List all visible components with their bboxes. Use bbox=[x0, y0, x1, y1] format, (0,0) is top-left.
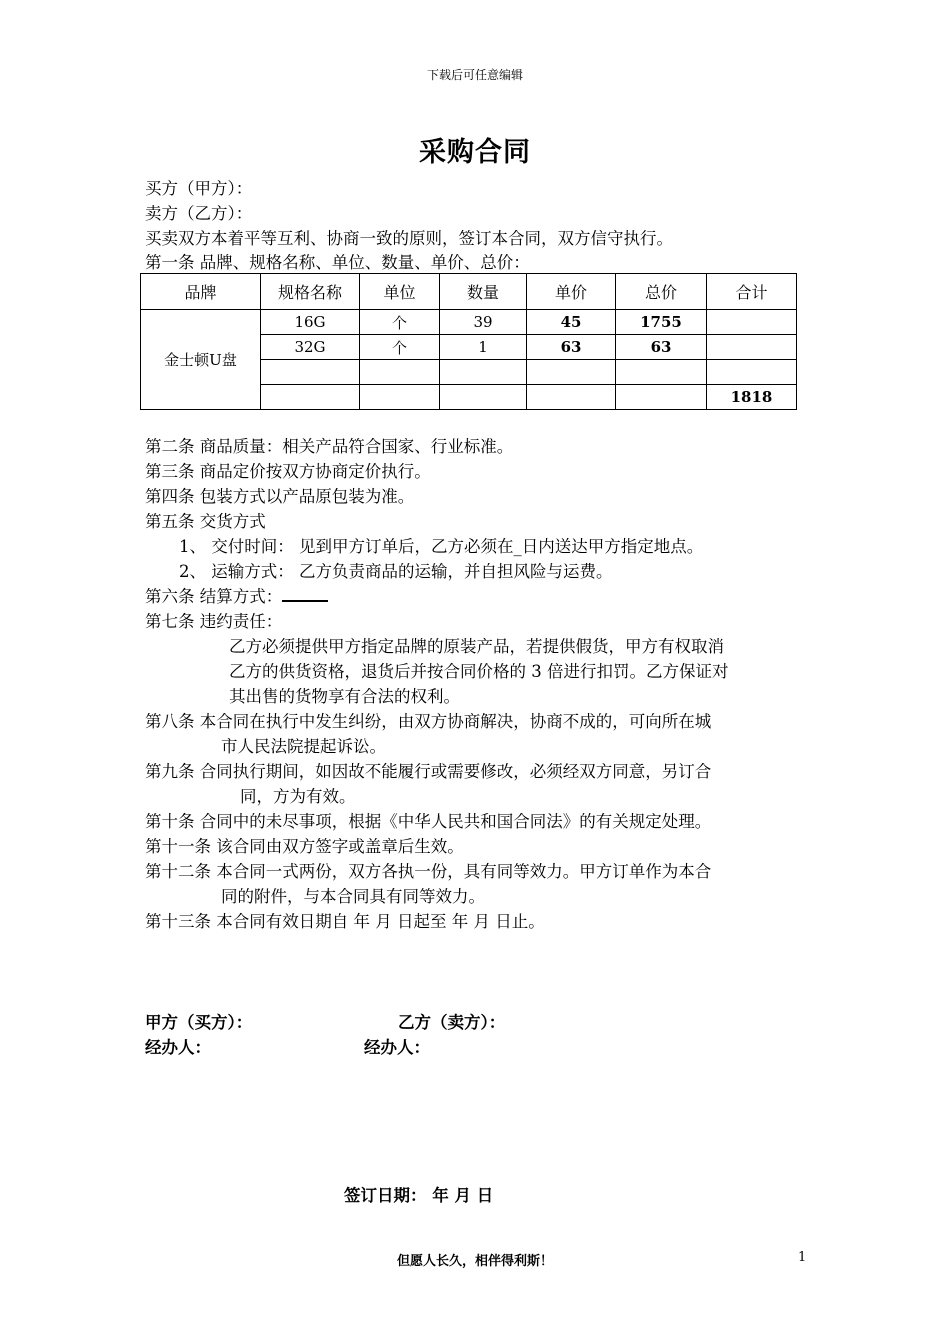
article-2: 第二条 商品质量：相关产品符合国家、行业标准。 bbox=[145, 437, 514, 456]
header-unit: 单位 bbox=[360, 274, 440, 310]
article-9-line-2: 同，方为有效。 bbox=[240, 787, 356, 806]
empty-cell bbox=[440, 360, 527, 385]
article-8-line-2: 市人民法院提起诉讼。 bbox=[221, 737, 386, 756]
empty-cell bbox=[261, 385, 360, 410]
grand-total-cell: 1818 bbox=[707, 385, 797, 410]
article-7-line-3: 其出售的货物享有合法的权利。 bbox=[229, 687, 460, 706]
signing-date: 签订日期： 年 月 日 bbox=[344, 1186, 494, 1205]
page-number: 1 bbox=[798, 1250, 807, 1265]
article-4: 第四条 包装方式以产品原包装为准。 bbox=[145, 487, 415, 506]
article-7: 第七条 违约责任： bbox=[145, 612, 283, 631]
header-quantity: 数量 bbox=[440, 274, 527, 310]
article-7-line-2: 乙方的供货资格，退货后并按合同价格的 3 倍进行扣罚。乙方保证对 bbox=[229, 662, 729, 681]
price-cell: 63 bbox=[527, 335, 616, 360]
table-header-row bbox=[141, 274, 797, 310]
article-12-line-1: 第十二条 本合同一式两份，双方各执一份，具有同等效力。甲方订单作为本合 bbox=[145, 862, 712, 881]
header-spec: 规格名称 bbox=[261, 274, 360, 310]
sum-cell bbox=[707, 335, 797, 360]
article-8-line-1: 第八条 本合同在执行中发生纠纷，由双方协商解决，协商不成的，可向所在城 bbox=[145, 712, 712, 731]
table-row bbox=[141, 310, 797, 335]
article-10: 第十条 合同中的未尽事项，根据《中华人民共和国合同法》的有关规定处理。 bbox=[145, 812, 712, 831]
seller-line: 卖方（乙方）： bbox=[145, 204, 253, 223]
article-3: 第三条 商品定价按双方协商定价执行。 bbox=[145, 462, 431, 481]
empty-cell bbox=[360, 360, 440, 385]
article-11: 第十一条 该合同由双方签字或盖章后生效。 bbox=[145, 837, 464, 856]
empty-cell bbox=[360, 385, 440, 410]
unit-cell: 个 bbox=[360, 335, 440, 360]
header-total-price: 总价 bbox=[616, 274, 707, 310]
article-6 bbox=[145, 584, 328, 609]
article-5-item-2: 2、 运输方式： 乙方负责商品的运输，并自担风险与运费。 bbox=[179, 562, 613, 581]
empty-cell bbox=[707, 360, 797, 385]
article-12-line-2: 同的附件，与本合同具有同等效力。 bbox=[221, 887, 485, 906]
article-13: 第十三条 本合同有效日期自 年 月 日起至 年 月 日止。 bbox=[145, 912, 545, 931]
qty-cell: 1 bbox=[440, 335, 527, 360]
agent-b-label: 经办人： bbox=[364, 1038, 430, 1057]
party-b-label: 乙方（卖方）： bbox=[398, 1013, 506, 1032]
article-6-text: 第六条 结算方式： bbox=[145, 587, 283, 606]
total-cell: 1755 bbox=[616, 310, 707, 335]
party-a-label: 甲方（买方）： bbox=[145, 1013, 253, 1032]
article-1: 第一条 品牌、规格名称、单位、数量、单价、总价： bbox=[145, 253, 530, 272]
spec-cell: 32G bbox=[261, 335, 360, 360]
header-sum: 合计 bbox=[707, 274, 797, 310]
total-cell: 63 bbox=[616, 335, 707, 360]
empty-cell bbox=[440, 385, 527, 410]
unit-cell: 个 bbox=[360, 310, 440, 335]
header-note: 下载后可任意编辑 bbox=[426, 68, 523, 82]
article-9-line-1: 第九条 合同执行期间，如因故不能履行或需要修改，必须经双方同意，另订合 bbox=[145, 762, 712, 781]
empty-cell bbox=[527, 360, 616, 385]
contract-intro: 买卖双方本着平等互利、协商一致的原则，签订本合同，双方信守执行。 bbox=[145, 229, 673, 248]
brand-cell: 金士顿U盘 bbox=[141, 310, 261, 410]
article-5: 第五条 交货方式 bbox=[145, 512, 266, 531]
price-cell: 45 bbox=[527, 310, 616, 335]
agent-a-label: 经办人： bbox=[145, 1038, 211, 1057]
article-5-item-1: 1、 交付时间： 见到甲方订单后，乙方必须在_日内送达甲方指定地点。 bbox=[179, 537, 704, 556]
article-7-line-1: 乙方必须提供甲方指定品牌的原装产品，若提供假货，甲方有权取消 bbox=[229, 637, 724, 656]
settlement-blank bbox=[282, 586, 328, 602]
buyer-line: 买方（甲方）： bbox=[145, 179, 253, 198]
qty-cell: 39 bbox=[440, 310, 527, 335]
header-unit-price: 单价 bbox=[527, 274, 616, 310]
empty-cell bbox=[527, 385, 616, 410]
footer-slogan: 但愿人长久，相伴得利斯！ bbox=[396, 1254, 553, 1269]
document-title: 采购合同 bbox=[419, 137, 531, 168]
empty-cell bbox=[616, 360, 707, 385]
sum-cell bbox=[707, 310, 797, 335]
goods-table bbox=[140, 273, 797, 410]
empty-cell bbox=[616, 385, 707, 410]
empty-cell bbox=[261, 360, 360, 385]
header-brand: 品牌 bbox=[141, 274, 261, 310]
spec-cell: 16G bbox=[261, 310, 360, 335]
